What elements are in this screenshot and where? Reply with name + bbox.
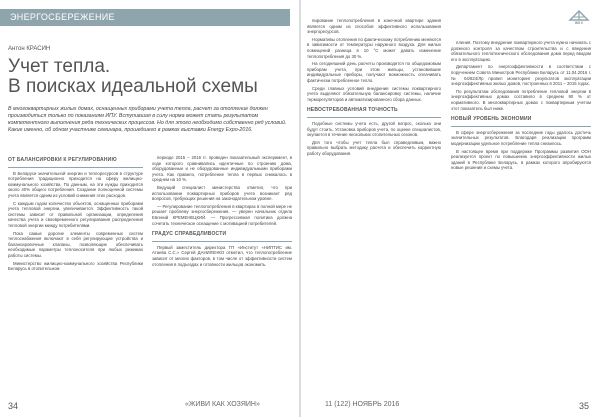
page-number-left: 34: [8, 401, 19, 411]
right-page: [301, 0, 600, 417]
left-column-1: [8, 152, 143, 392]
divider: [8, 167, 143, 168]
publication-name: «ЖИВИ КАК ХОЗЯИН»: [185, 401, 260, 408]
subheading: НЕВОСТРЕБОВАННАЯ ТОЧНОСТЬ: [307, 107, 398, 114]
paragraph: Нормативы отопления по фактическому потреблению меняются в зависимости от температуры наружного воздуха. Для жилых помещений разница в 10 °С может давать изменение теплопотребления до 30 %.: [307, 36, 441, 59]
subheading: ОТ БАЛАНСИРОВКИ К РЕГУЛИРОВАНИЮ: [8, 157, 117, 163]
section-label: ЭНЕРГОСБЕРЕЖЕНИЕ: [10, 12, 115, 22]
left-column-2: [152, 155, 292, 392]
divider: [152, 241, 292, 242]
paragraph: Ведущий специалист министерства отметил, что при использовании поквартирных приборов учета возникает ряд вопросов, требующих решения на законодательном уровне.: [152, 184, 292, 202]
paragraph: периоде 2015 – 2016 гг. проведен показательный эксперимент, в ходе которого сравнивались идентичные по строению дома, оборудованные и не оборудованные индивидуальными приборами учета. Как правило, потребление тепла в первых снижалось в среднем на 10 %.: [152, 155, 292, 183]
issue-date: 11 (122) НОЯБРЬ 2016: [325, 401, 400, 408]
lead-paragraph: В многоквартирных жилых домах, оснащенных приборами учета тепла, расчет за отопление должен производиться только по показаниям ИПУ. Вступившая в силу норма может стать результатом компетентного выполнения ряда технических процессов. Но для этого необходимо собственно ряд условий. Какие именно, об одном участнике семинара, прошедшего в рамках выставки Energy Expo-2016.: [8, 106, 287, 133]
section-bar: [0, 9, 290, 26]
paragraph: Департамент по энергоэффективности в соответствии с поручением Совета Министров Республики Беларусь от 11.04.2016 г. № 04/824/Лр провел мониторинг результатов эксплуатации энергоэффективных жилых домов, построенных в 2011 – 2015 годах.: [451, 64, 591, 87]
logo-text: ЖКХ: [574, 21, 584, 25]
paragraph: Министерство жилищно-коммунального хозяйства Республики Беларусь в отопительном: [8, 260, 143, 272]
logo-icon: [564, 9, 594, 21]
right-column-1: [307, 18, 441, 392]
divider: [307, 117, 441, 118]
paragraph: С каждым годом количество объектов, оснащенных приборами учета тепловой энергии, увеличивается. Эффективность такой системы зависит от правильной организации, определения качества учета и своевременного регулирования распределения тепловой энергии между потребителями.: [8, 200, 143, 228]
paragraph: В Беларуси значительной энергии и теплоресурсов в структуре потребления традиционно приходится на сферу жилищно-коммунального хозяйства. По данным, на эти нужды приходится около 40% общего потребления. Создание полноценной системы учета является одним из условий снижения этих расходов.: [8, 170, 143, 198]
right-column-2: [451, 40, 591, 392]
left-page: [0, 0, 299, 417]
author: Антон КРАСИН: [8, 46, 51, 52]
paragraph: пирование теплопотребления в конечной квартире здания является одним из способов эффективного использования энергоресурсов.: [307, 18, 441, 35]
paragraph: На сегодняшний день расчеты производятся по общедомовым приборам учета, при этом жильцы, установившие индивидуальные приборы, получают возможность оплачивать фактически потребленное тепло.: [307, 61, 441, 83]
magazine-logo: [564, 9, 594, 27]
paragraph: По результатам обследования потребление тепловой энергии в энергоэффективных домах составило в среднем 90 % от нормативного. В многоквартирных домах с поквартирным учетом этот показатель был ниже.: [451, 88, 591, 111]
subheading: ГРАДУС СПРАВЕДЛИВОСТИ: [152, 231, 227, 238]
subheading: НОВЫЙ УРОВЕНЬ ЭКОНОМИИ: [451, 116, 532, 123]
paragraph: — Регулирование теплопотребления в квартирах в полной мере не решает проблему энергосбережения, — уверен начальник отдела Евгений КРЕМЕНЕЦКИЙ. — Прогрессивная политика должна сочетать техническое оснащение с мотивацией потребителей.: [152, 203, 292, 226]
title-line-2: В поисках идеальной схемы: [8, 76, 258, 97]
paragraph: Первый заместитель директора ГП «Институт «НИПТИС им. Атаева С.С.» Сергей ДАНИЛЕНКО отметил, что теплопотребление зависит от многих факторов, в том числе от эффективности систем отопления в подъездах и готовности жильцов экономить.: [152, 244, 292, 267]
title-line-1: Учет тепла.: [8, 56, 111, 77]
divider: [451, 126, 591, 127]
paragraph: Среди главных условий внедрения системы поквартирного учета выделяют обязательную балансировку системы, наличие терморегуляторов и автоматизированного сбора данных.: [307, 85, 441, 102]
paragraph: В сфере энергосбережения за последние годы удалось достичь значительных результатов. Благодаря реализации программ модернизации удельное потребление тепла снизилось.: [451, 129, 591, 146]
article-title: [8, 57, 258, 97]
paragraph: пления. Поэтому внедрение поквартирного учета нужно начинать с должного контроля за качеством строительства и с введения обязательного теплотехнического обследования дома перед вводом его в эксплуатацию.: [451, 40, 591, 62]
page-number-right: 35: [579, 401, 590, 411]
paragraph: В настоящее время при поддержке Программы развития ООН реализуется проект по повышению энергоэффективности жилых зданий в Республике Беларусь, в рамках которого апробируются новые решения и схемы учета.: [451, 148, 591, 171]
paragraph: Для того чтобы учет тепла был справедливым, важно правильно выбрать методику расчета и обеспечить корректную работу оборудования.: [307, 139, 441, 156]
paragraph: Подобные системы учета есть, другой вопрос, сколько они будут стоить. Установка приборов учета, по оценке специалистов, окупается в течение нескольких отопительных сезонов.: [307, 120, 441, 138]
paragraph: Пока самые дорогие элементы современных систем теплоснабжения включают в себя регулирующие устройства и балансировочные клапаны, позволяющие обеспечивать необходимые параметры теплоносителя при любых режимах работы системы.: [8, 230, 143, 258]
